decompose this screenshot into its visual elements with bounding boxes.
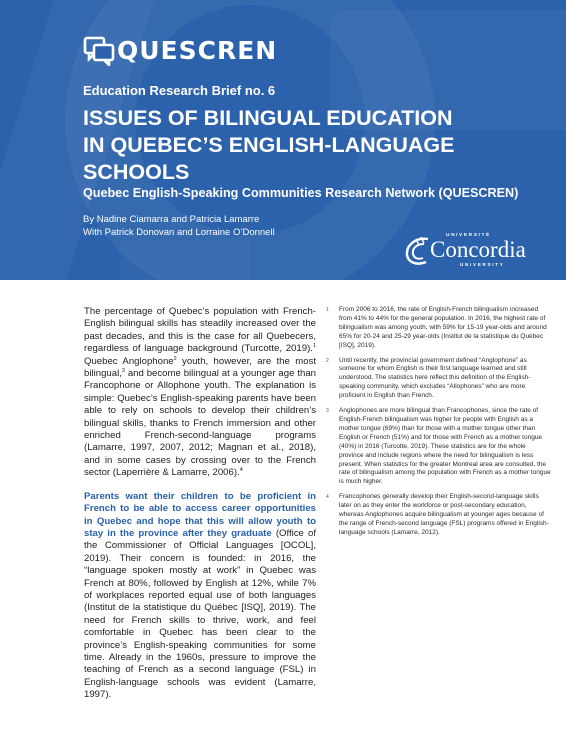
network-subtitle: Quebec English-Speaking Communities Research Network (QUESCREN) bbox=[83, 186, 519, 200]
concordia-university: UNIVERSITY bbox=[460, 262, 505, 267]
cover-banner bbox=[0, 0, 566, 280]
footnote bbox=[326, 407, 552, 487]
main-text-column bbox=[84, 306, 316, 713]
footnote bbox=[326, 493, 552, 538]
authors-line: With Patrick Donovan and Lorraine O’Donnell bbox=[83, 227, 275, 238]
authors-line: By Nadine Ciamarra and Patricia Lamarre bbox=[83, 214, 260, 225]
intro-paragraph: The percentage of Quebec’s population with French-English bilingual skills has steadily increased over the past decades, and this is the case for all Quebecers, regardless of language background (Turcotte, 2019).$^1$ Quebec Anglophone$^2$ youth, however, are the most bilingual,$^3$ and become bilingual at a younger age than Francophone or Allophone youth. The explanation is simple: Quebec’s English-speaking parents have been able to rely on schools to develop their children’s bilingual skills, thanks to French immersion and other enriched French-second-language programs (Lamarre, 1997, 2007, 2012; Magnan et al., 2018), and in some cases by crossing over to the French sector (Laperrière & Lamarre, 2006).$^4$ bbox=[84, 306, 316, 479]
footnote-number: 4 bbox=[326, 494, 329, 501]
footnote-number: 3 bbox=[326, 408, 329, 415]
footnote-text: Until recently, the provincial government defined “Anglophone” as someone for whom English is their first language learned and still understood. The statistics here reflect this definition of the English-speaking community, which excludes “Allophones” who are more proficient in English than French. bbox=[339, 356, 531, 400]
footnote-number: 2 bbox=[326, 357, 329, 364]
title-line: ISSUES OF BILINGUAL EDUCATION bbox=[83, 106, 453, 130]
parents-paragraph: Parents want their children to be proficient in French to be able to access career opportunities in Quebec and hope that this will allow youth to stay in the province after they graduate (Office of the Commissioner of Official Languages [OCOL], 2019). Their concern is founded: in 2016, the “language spoken mostly at work” in Quebec was French at 80%, followed by English at 12%, while 7% of workplaces reported equal use of both languages (Institut de la statistique du Québec [ISQ], 2019). The need for French skills to thrive, work, and feel comfortable in Quebec has been clear to the province’s English-speaking communities for some time. Already in the 1960s, pressure to improve the teaching of French as a second language (FSL) in English-language schools was evident (Lamarre, 1997). bbox=[84, 490, 316, 701]
quescren-logo bbox=[83, 36, 277, 66]
logo-wordmark: QUESCREN bbox=[117, 36, 278, 65]
authors bbox=[83, 213, 275, 239]
footnote bbox=[326, 357, 552, 402]
title-line: IN QUEBEC’S ENGLISH-LANGUAGE bbox=[83, 133, 455, 157]
footnote-text: Francophones generally develop their English-second-language skills later on as they enter the workforce or post-secondary education, whereas Anglophones acquire bilingualism at younger ages because of the range of French-second language (FSL) programs offered in English-language schools (Lamarre, 2012). bbox=[339, 493, 549, 536]
brief-label: Education Research Brief no. 6 bbox=[83, 83, 276, 98]
concordia-universite: UNIVERSITÉ bbox=[446, 233, 491, 238]
concordia-wordmark: Concordia bbox=[430, 237, 526, 262]
document-title bbox=[83, 105, 543, 186]
footnote-number: 1 bbox=[326, 307, 329, 313]
footnotes-column bbox=[326, 306, 552, 544]
title-line: SCHOOLS bbox=[83, 160, 190, 184]
highlighted-statement: Parents want their children to be proficient in French to be able to access career opportunities in Quebec and hope that this will allow youth to stay in the province after they graduate bbox=[84, 490, 316, 539]
footnote-text: From 2006 to 2016, the rate of English-French bilingualism increased from 41% to 44% for the general population. In 2016, the highest rate of bilingualism was among youth, with 59% for 15-19 year-olds and around 65% for 20-24 and 25-29 year-olds (Institut de la statistique du Québec [ISQ], 2019). bbox=[339, 306, 547, 349]
chat-bubbles-icon bbox=[83, 36, 117, 66]
footnote-text: Anglophones are more bilingual than Francophones, since the rate of English-French bilingualism was higher for people with English as a mother tongue (69%) than for those with a mother tongue other than English or French (51%) and for those with French as a mother tongue (40%) in 2016 (Turcotte, 2019). These statistics are for the whole province and include regions where the need for bilingualism is less present. When statistics for the greater Montreal area are consulted, the rate of bilingualism among the population with French as a mother tongue is much higher. bbox=[339, 407, 551, 486]
concordia-logo bbox=[404, 233, 544, 273]
footnote bbox=[326, 306, 552, 351]
concordia-emblem-icon bbox=[404, 235, 430, 267]
